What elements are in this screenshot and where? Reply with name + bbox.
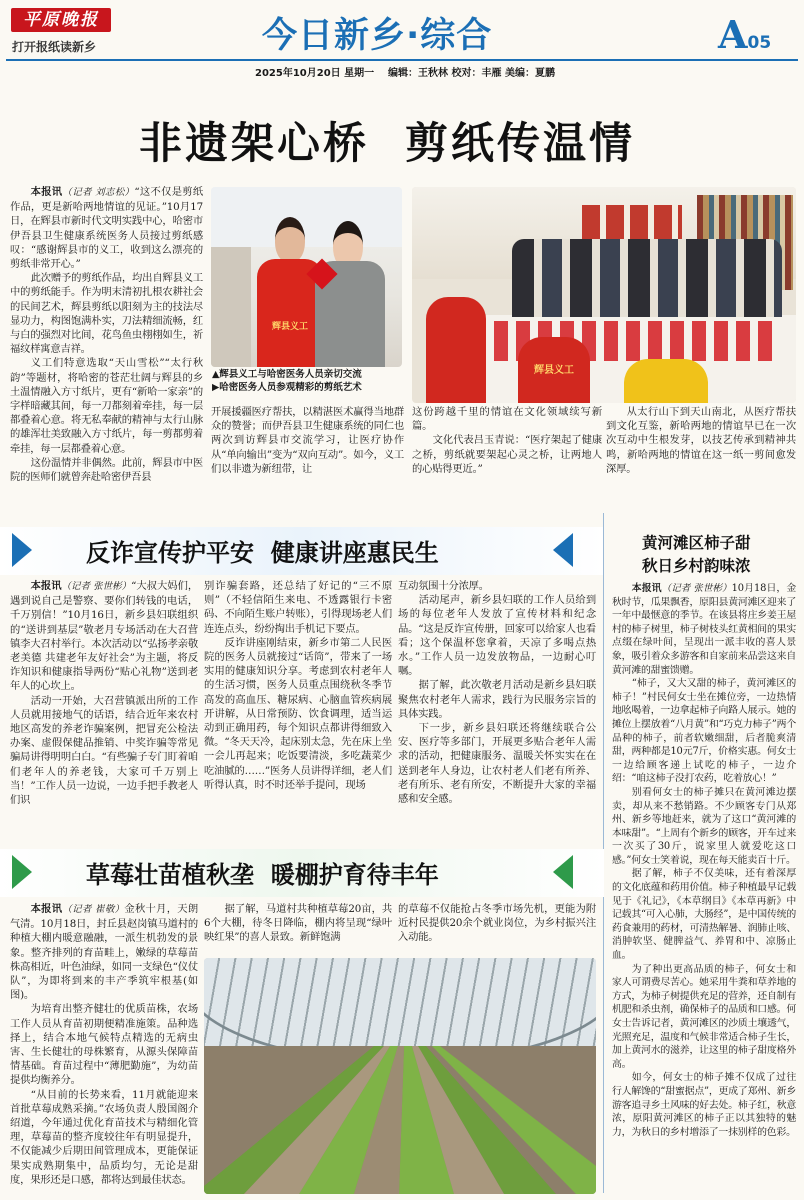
paragraph: 下一步，新乡县妇联还将继续联合公安、医疗等多部门，开展更多贴合老年人需求的活动，把健康服务、温暖关怀实实在在送到老年人身边，让农村老人们老有所养、老有所乐、老有所安，不断提升大家的幸福感和安全感。 bbox=[398, 722, 596, 806]
photo1-caption bbox=[212, 368, 404, 394]
byline-reporter: （记者 崔敬） bbox=[62, 904, 125, 915]
strawberry-rows bbox=[204, 1046, 596, 1194]
article4-headline: 草莓壮苗植秋垄 暖棚护育待丰年 bbox=[86, 861, 439, 889]
article2-col3 bbox=[398, 579, 596, 842]
paragraph: 10月18日，金秋时节，瓜果飘香，原阳县黄河滩区迎来了一年中最惬意的季节。在该县将庄乡姜王屋村的柿子树里，柿子树枝头红黄相间的果实点缀在绿叶间，呈现出一派丰收的喜人景象，吸引着众多游客和自家前来品尝这来自黄河滩的甜蜜馈赠。 bbox=[612, 583, 796, 676]
paragraph: 如今，何女士的柿子摊不仅成了过往行人解馋的“甜蜜据点”，更成了郑州、新乡游客追寻乡土风味的好去处。柿子红，秋意浓，原阳黄河滩区的柿子正以其独特的魅力，为秋日的乡村增添了一抹别样的色彩。 bbox=[612, 1072, 796, 1138]
article1-col2 bbox=[211, 405, 404, 490]
paragraph: 的草莓不仅能抢占冬季市场先机，更能为附近村民提供20余个就业岗位，为乡村振兴注入动能。 bbox=[398, 903, 596, 944]
page-letter: A bbox=[718, 12, 748, 57]
byline-reporter: （记者 张世彬） bbox=[61, 581, 132, 592]
masthead-rule bbox=[6, 59, 798, 61]
dateline: 2025年10月20日 星期一 bbox=[255, 68, 375, 79]
person-volunteer-front bbox=[426, 297, 486, 403]
article4-col2 bbox=[204, 902, 392, 960]
paragraph: 别诈骗套路，还总结了好记的“三不原则”（不轻信陌生来电、不透露银行卡密码、不向陌生账户转账），引得现场老人们连连点头，纷纷掏出手机记下要点。 bbox=[204, 580, 392, 635]
photo-shelf bbox=[211, 247, 251, 367]
photo-strawberry-greenhouse bbox=[204, 958, 596, 1194]
headline-arrow-right bbox=[553, 533, 573, 567]
paragraph: “大叔大妈们，遇到说自己是警察、要你们转钱的电话，千万别信！”10月16日，新乡县妇联组织的“送讲到基层”敬老月专场活动在大召营镇李大召村举行。本次活动以“弘扬孝亲敬老美德 共建老年友好社会”为主题，将反诈知识和健康指导两份“贴心礼物”送到老年人的心坎上。 bbox=[10, 580, 198, 693]
paragraph: 这份温情并非偶然。此前，辉县市中医院的医师们就曾奔赴哈密伊吾县 bbox=[10, 456, 203, 484]
photo-wall-frames bbox=[582, 205, 682, 239]
vest-text: 辉县义工 bbox=[534, 365, 574, 376]
article2-headline: 反诈宣传护平安 健康讲座惠民生 bbox=[86, 539, 439, 567]
photo-volunteers-exchange bbox=[211, 187, 402, 367]
page-indicator bbox=[718, 12, 771, 57]
headline-arrow-left bbox=[12, 855, 32, 889]
paragraph: 据了解，此次敬老月活动是新乡县妇联聚焦农村老年人需求，践行为民服务宗旨的具体实践。 bbox=[398, 679, 596, 720]
person-volunteer-front2 bbox=[518, 337, 590, 403]
paragraph: “这不仅是剪纸作品，更是新哈两地情谊的见证。”10月17日，在辉县市新时代文明实践中心，哈密市伊吾县卫生健康系统医务人员接过剪纸感叹：“感谢辉县市的义工，收到这么漂亮的剪纸非常开心。” bbox=[10, 186, 203, 271]
byline-lead: 本报讯 bbox=[30, 186, 63, 198]
editors-line: 编辑：王秋林 校对：丰雁 美编：夏鹏 bbox=[388, 68, 555, 79]
photo-background-panel bbox=[211, 187, 402, 247]
byline-lead: 本报讯 bbox=[30, 580, 62, 592]
article4-col3 bbox=[398, 902, 596, 960]
paragraph: 为培育出整齐健壮的优质苗株，农场工作人员从育苗初期便精准施策。品种选择上，结合本地气候特点精选的无病虫害、生长健壮的母株繁育，从源头保障苗情基础。育苗过程中“薄肥勤施”，为幼苗提供均衡养分。 bbox=[10, 1003, 198, 1087]
paper-name: 平原晚报 bbox=[23, 10, 99, 30]
paragraph: 金秋十月，天朗气清。10月18日，封丘县赵岗镇马道村的种植大棚内暖意融融，一派生机勃发的景象。整齐排列的育苗畦上，嫩绿的草莓苗株高相近，叶色油绿，如同一支绿色“仪仗队”，为即将到来的丰产季筑牢根基(如图)。 bbox=[10, 903, 198, 1002]
byline-lead: 本报讯 bbox=[30, 903, 63, 915]
paragraph: “柿子，又大又甜的柿子，黄河滩区的柿子！”村民何女士坐在摊位旁，一边热情地吆喝着，一边拿起柿子向路人展示。她的摊位上摆放着“八月黄”和“巧克力柿子”两个品种的柿子，前者软嫩细甜，后者脆爽清甜，两种都是10元7斤，价格实惠。何女士一边给顾客递上试吃的柿子，一边介绍：“咱这柿子没打农药，吃着放心！” bbox=[612, 678, 796, 785]
byline-lead: 本报讯 bbox=[631, 583, 662, 594]
vest-text: 辉县义工 bbox=[271, 322, 308, 332]
caption-line: ▶哈密医务人员参观精彩的剪纸艺术 bbox=[212, 382, 362, 393]
paragraph: 活动一开始，大召营镇派出所的工作人员就用接地气的话语，结合近年来农村地区高发的养老诈骗案例，把冒充公检法办案、虚假保健品推销、中奖诈骗等常见骗局讲得明明白白。“有些骗子专门盯着咱们老年人的养老钱，大家可千万别上当！”工作人员一边说，一边手把手教老人们识 bbox=[10, 694, 198, 807]
papercuts-on-table bbox=[472, 321, 772, 361]
article3-body bbox=[612, 582, 796, 1194]
paragraph: 反诈讲座刚结束，新乡市第二人民医院的医务人员就接过“话筒”，带来了一场实用的健康知识分享。考虑到农村老年人的生活习惯，医务人员重点围绕秋冬季节高发的高血压、糖尿病、心脑血管疾病展开讲解，从日常预防、饮食调理，适当运动到正确用药，每个知识点都讲得细致入微。“冬天天冷，起床别太急，先在床上坐一会儿再起来；吃饭要清淡，多吃蔬菜少吃油腻的……”医务人员讲得详细，老人们听得认真，时不时还举手提问，现场 bbox=[204, 636, 392, 791]
photo-papercut-exhibition bbox=[412, 187, 796, 403]
page-number: 05 bbox=[747, 33, 772, 53]
paragraph: “从目前的长势来看，11月就能迎来首批草莓成熟采摘。”农场负责人殷国阁介绍道，今年通过优化育苗技术与精细化管理，草莓苗的整齐度较往年有明显提升，不仅能减少后期田间管理成本，更能保证果实成熟期集中，品质均匀，无论是甜度，果形还是口感，都将达到最佳状态。 bbox=[10, 1088, 198, 1186]
person-volunteer-head bbox=[275, 217, 305, 263]
caption-line: ▲辉县义工与哈密医务人员亲切交流 bbox=[212, 369, 362, 380]
paragraph: 别看何女士的柿子摊只在黄河滩边摆卖，却从来不愁销路。不少顾客专门从郑州、新乡等地赶来，就为了这口“黄河滩的本味甜”。“上周有个新乡的顾客，开车过来一次买了30斤，说家里人就爱吃这口感。”何女士笑着说，现在每天能卖百十斤。 bbox=[612, 786, 796, 866]
paragraph: 文化代表吕玉青说：“医疗架起了健康之桥，剪纸就要架起心灵之桥，让两地人的心贴得更近。” bbox=[412, 434, 602, 475]
paragraph: 开展援疆医疗帮扶，以精湛医术赢得当地群众的赞誉；而伊吾县卫生健康系统的同仁也两次到访辉县市交流学习，让医疗协作从“单向输出”变为“双向互动”。如今，义工们以非遗为新纽带，让 bbox=[211, 406, 404, 475]
article1-col4 bbox=[606, 405, 796, 490]
article4-col1 bbox=[10, 902, 198, 1194]
paragraph: 此次赠予的剪纸作品，均出自辉县义工中的剪纸能手。作为明末清初扎根农耕社会的民间艺术，辉县剪纸以阳刻为主的技法尽显功力，构图饱满朴实，刀法精细流畅，红与白的强烈对比间，花鸟鱼虫栩栩如生，祈福纹样寓意吉祥。 bbox=[10, 272, 203, 356]
headline-arrow-left bbox=[12, 533, 32, 567]
article2-col2 bbox=[204, 579, 392, 842]
paper-slogan: 打开报纸读新乡 bbox=[12, 40, 97, 54]
byline-reporter: （记者 张世彬） bbox=[661, 583, 732, 594]
paper-logo bbox=[11, 8, 111, 32]
paragraph: 活动尾声，新乡县妇联的工作人员给到场的每位老年人发放了宣传材料和纪念品。“这是反诈宣传册，回家可以给家人也看看；这个保温杯您拿着，天凉了多喝点热水。”工作人员一边发放物品，一边耐心叮嘱。 bbox=[398, 594, 596, 678]
article3-headline-line1: 黄河滩区柿子甜 bbox=[642, 534, 751, 552]
paragraph: 互动氛围十分浓厚。 bbox=[398, 580, 489, 592]
article1-col3 bbox=[412, 405, 602, 490]
article1-col1 bbox=[10, 185, 203, 490]
paragraph: 这份跨越千里的情谊在文化领域续写新篇。 bbox=[412, 406, 602, 433]
section-title: 今日新乡·综合 bbox=[262, 16, 493, 56]
crowd-group bbox=[512, 239, 782, 317]
article2-col1 bbox=[10, 579, 198, 842]
person-yellow-jacket bbox=[624, 359, 708, 403]
paragraph: 为了种出更高品质的柿子，何女士和家人可谓费尽苦心。她采用牛粪和草养地的方式，为柿子树提供充足的营养，还自制有机肥和杀虫剂，确保柿子的品质和口感。何女士告诉记者，黄河滩区的沙质土壤透气，光照充足，温度和气候非常适合柿子生长，加上黄河水的滋养，让这里的柿子甜度格外高。 bbox=[612, 963, 796, 1070]
byline-reporter: （记者 刘志松） bbox=[62, 187, 135, 198]
paragraph: 据了解，柿子不仅美味，还有着深厚的文化底蕴和药用价值。柿子种植最早记载见于《礼记》，《本草纲目》《本草再新》中记载其“可入心肺，大肠经”，是中国传统的药食兼用的药材，可清热解暑、润肺止咳、消肿软坚、健脾益气、养胃和中、凉肠止血。 bbox=[612, 868, 796, 962]
paragraph: 据了解，马道村共种植草莓20亩，共6个大棚，待冬日降临，棚内将呈现“绿叶映红果”的喜人景致。新鲜饱满 bbox=[204, 903, 392, 944]
paragraph: 义工们特意选取“天山雪松”“太行秋韵”等题材，将哈密的苍茫壮阔与辉县的乡土温情融入方寸纸片，更有“新哈一家亲”的字样暗藏其间，每一刀都刻着牵挂，每一层都叠着心意。将无私奉献的精神与太行山脉的雄浑壮美致融入方寸纸片，每一剪都剪着牵挂，每一层都叠着心意。 bbox=[10, 357, 203, 455]
masthead bbox=[0, 0, 804, 79]
article3-headline-line2: 秋日乡村韵味浓 bbox=[642, 557, 751, 575]
article1-headline: 非遗架心桥 剪纸传温情 bbox=[139, 119, 635, 169]
headline-arrow-right bbox=[553, 855, 573, 889]
paragraph: 从太行山下到天山南北，从医疗帮扶到文化互鉴，新哈两地的情谊早已在一次次互动中生根发芽，以技艺传承到精神共鸣，新哈两地的情谊在这一纸一剪间愈发深厚。 bbox=[606, 406, 796, 475]
